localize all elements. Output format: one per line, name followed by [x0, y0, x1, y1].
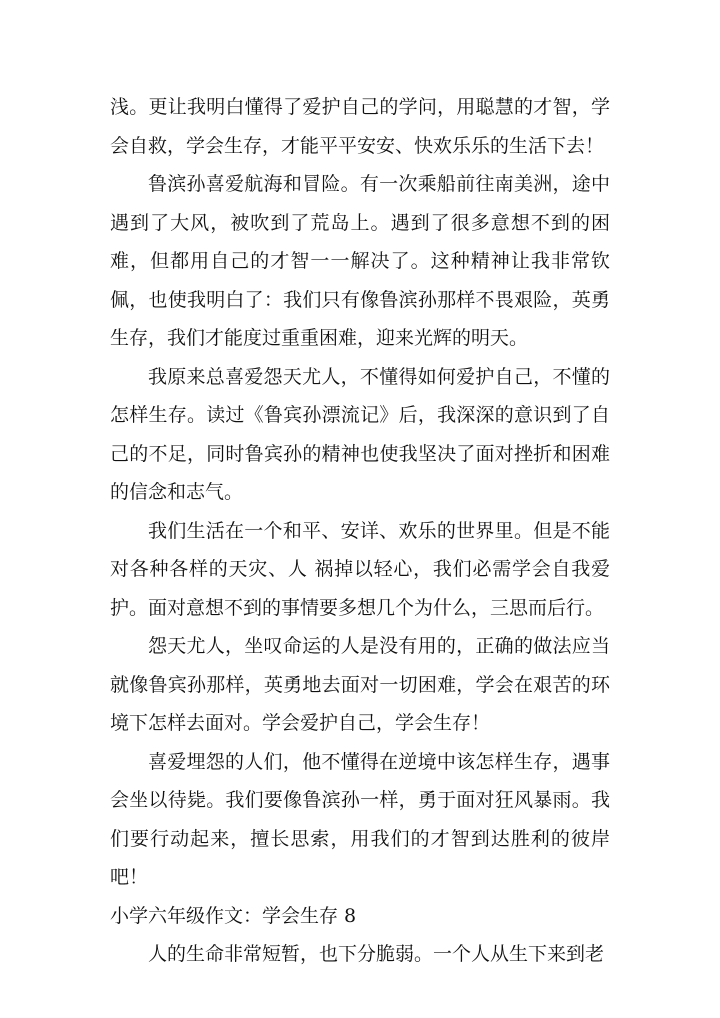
paragraph-7: 人的生命非常短暂，也下分脆弱。一个人从生下来到老 — [148, 943, 605, 965]
paragraph-3: 我原来总喜爱怨天尤人，不懂得如何爱护自己，不懂的怎样生存。读过《鲁宾孙漂流记》后，我深深的意识到了自己的不足，同时鲁宾孙的精神也使我坚决了面对挫折和困难的信念和志气。 — [110, 365, 610, 503]
paragraph-5: 怨天尤人，坐叹命运的人是没有用的，正确的做法应当就像鲁宾孙那样，英勇地去面对一切困难，学会在艰苦的环境下怎样去面对。学会爱护自己，学会生存！ — [110, 635, 610, 734]
paragraph-2: 鲁滨孙喜爱航海和冒险。有一次乘船前往南美洲，途中遇到了大风，被吹到了荒岛上。遇到了很多意想不到的困难，但都用自己的才智一一解决了。这种精神让我非常钦佩，也使我明白了：我们只有像鲁滨孙那样不畏艰险，英勇生存，我们才能度过重重困难，迎来光辉的明天。 — [110, 173, 610, 349]
paragraph-1: 浅。更让我明白懂得了爱护自己的学问，用聪慧的才智，学会自救，学会生存，才能平平安安、快欢乐乐的生活下去！ — [110, 96, 610, 157]
document-body — [110, 88, 610, 974]
paragraph-6: 喜爱埋怨的人们，他不懂得在逆境中该怎样生存，遇事会坐以待毙。我们要像鲁滨孙一样，勇于面对狂风暴雨。我们要行动起来，擅长思索，用我们的才智到达胜利的彼岸吧！ — [110, 750, 610, 888]
paragraph-4: 我们生活在一个和平、安详、欢乐的世界里。但是不能对各种各样的天灾、人 祸掉以轻心，我们必需学会自我爱护。面对意想不到的事情要多想几个为什么，三思而后行。 — [110, 519, 610, 619]
essay-heading: 小学六年级作文：学会生存 8 — [110, 904, 357, 927]
